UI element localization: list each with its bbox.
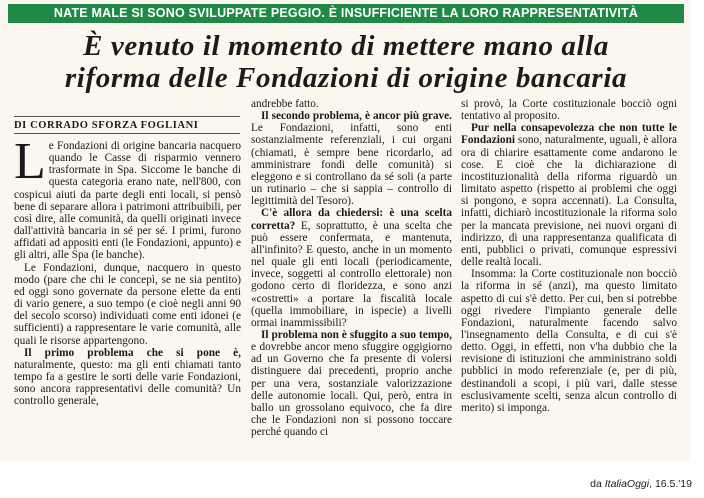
- paragraph: Le Fondazioni, dunque, nacquero in questo modo (pare che chi le concepì, se ne sia pentito) ed oggi sono governate da persone elette da enti di vario genere, a suo tempo (e cioè negli anni 90 del secolo scorso) individuati come enti idonei (e sufficienti) a rappresentare le varie comunità, alle quali le risorse appartengono.: [14, 261, 241, 347]
- drop-cap: L: [14, 140, 46, 190]
- paragraph: [251, 110, 452, 207]
- article-column-3: [461, 98, 677, 460]
- paragraph: si provò, la Corte costituzionale bocciò ogni tentativo al proposito.: [461, 98, 677, 123]
- paragraph-lead: C'è allora da chiedersi: è una scelta corretta?: [251, 207, 452, 232]
- paragraph: [14, 140, 241, 262]
- paragraph: [251, 329, 452, 438]
- byline: DI CORRADO SFORZA FOGLIANI: [14, 116, 240, 131]
- paragraph-text: sono, naturalmente, uguali, è allora ora di chiarire esattamente come andarono le cose. E cioè che la dichiarazione di incostituzionalità della riforma riguardò un limitato aspetto (rispetto ai problemi che oggi si pongono, e sopra accennati). La Consulta, infatti, dichiarò incostituzionale la riforma solo per la mancata previsione, nei nuovi organi di indirizzo, di una rappresentanza qualificata di enti, pubblici o privati, comunque espressivi delle realtà locali.: [461, 134, 677, 269]
- source-date: 16.5.'19: [654, 478, 692, 490]
- paragraph-lead: Il primo problema che si pone è,: [24, 346, 241, 359]
- source-publication: ItaliaOggi: [604, 478, 650, 490]
- paragraph-lead: Il problema non è sfuggito a suo tempo,: [261, 328, 452, 341]
- paragraph: [251, 207, 452, 329]
- paragraph-text: e Fondazioni di origine bancaria nacquero quando le Casse di risparmio vennero trasformate in Spa. Siccome le banche di questa categoria erano nate, nell'800, con cospicui aiuti da parte degli enti locali, si pensò bene di separare allora i patrimoni attribuibili, per così dire, alle comunità, da quelli originati invece dall'attività bancaria in sé per sé. I primi, furono affidati ad appositi enti (le Fondazioni, appunto) e gli altri, alle Spa (le banche).: [14, 140, 241, 262]
- headline: [14, 30, 678, 94]
- paragraph: Insomma: la Corte costituzionale non bocciò la riforma in sé (anzi), ma questo limitato aspetto di cui s'è detto. Per cui, ben si potrebbe oggi rivedere l'impianto generale delle Fondazioni, naturalmente facendo salvo l'insegnamento della Consulta, e di cui s'è detto. Oggi, in effetti, non v'ha dubbio che la revisione di istituzioni che amministrano soldi pubblici in modo referenziale (e, per di più, destinandoli a scopi, i più vari, dalle stesse esclusivamente scelti, senza alcun controllo di merito) si imponga.: [461, 268, 677, 414]
- paragraph-lead: Pur nella consapevolezza che non tutte le Fondazioni: [461, 122, 677, 147]
- paragraph-text: naturalmente, questo: ma gli enti chiamati tanto tempo fa a gestire le sorti delle varie Fondazioni, sono ancora rappresentativi delle comunità? Un controllo generale,: [14, 358, 241, 408]
- paragraph: [14, 347, 241, 408]
- paragraph-text: E, soprattutto, è una scelta che può essere confermata, e mantenuta, all'infinito? E questo, anche in un momento nel quale gli enti locali (periodicamente, invece, soggetti al controllo elettorale) non godono certo di floridezza, e sono anzi «costretti» a portare la fiscalità locale (quella immobiliare, in ispecie) a livelli ormai inammissibili?: [251, 219, 452, 329]
- paragraph-text: Le Fondazioni, infatti, sono enti sostanzialmente referenziali, i cui organi (chiamati, è sempre bene ricordarlo, ad amministrare fondi delle comunità) si eleggono e si controllano da sé soli (a parte un rutinario – che si sappia – controllo di legittimità del Tesoro).: [251, 122, 452, 208]
- byline-divider: [14, 133, 240, 134]
- paragraph: [461, 122, 677, 268]
- kicker-banner: NATE MALE SI SONO SVILUPPATE PEGGIO. È INSUFFICIENTE LA LORO RAPPRESENTATIVITÀ: [8, 4, 684, 23]
- article-column-2: [251, 98, 452, 460]
- article-column-1: [14, 140, 241, 460]
- headline-line-2: riforma delle Fondazioni di origine bancaria: [64, 62, 628, 94]
- paragraph-lead: Il secondo problema, è ancor più grave.: [261, 110, 452, 123]
- source-credit: da ItaliaOggi, 16.5.'19: [590, 478, 692, 490]
- paragraph: andrebbe fatto.: [251, 98, 319, 110]
- headline-line-1: È venuto il momento di mettere mano alla: [83, 30, 609, 62]
- paragraph-text: e dovrebbe ancor meno sfuggire oggigiorno ad un Governo che fa presente di volersi distinguere dai precedenti, proprio anche per una vera, sostanziale valorizzazione delle autonomie locali. Qui, però, entra in ballo un grossolano equivoco, che fa dire che le Fondazioni non si possono toccare perché quando ci: [251, 341, 452, 439]
- source-prefix: da: [590, 478, 602, 490]
